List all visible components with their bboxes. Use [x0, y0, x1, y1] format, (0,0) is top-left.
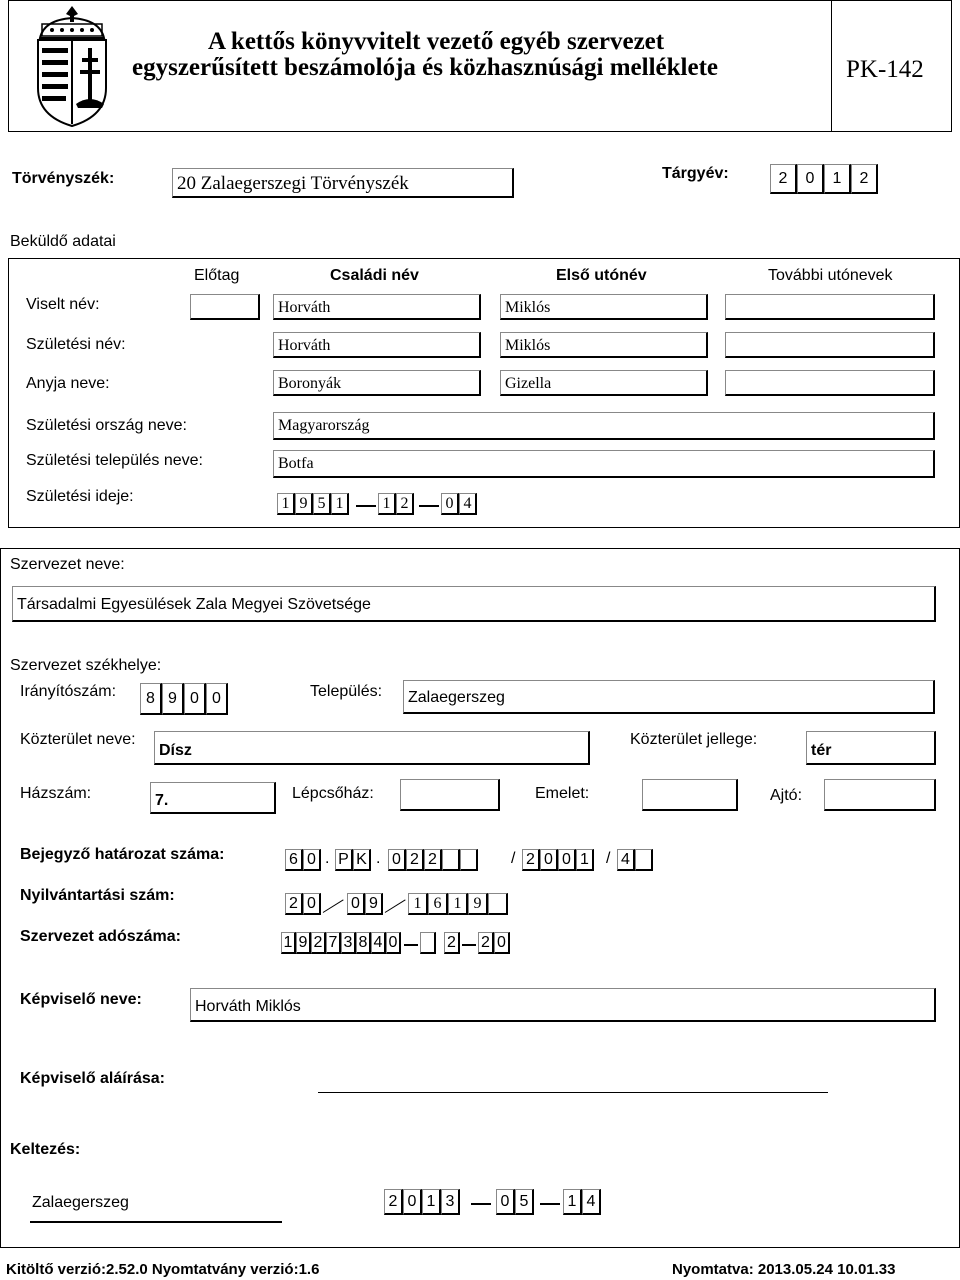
record-digit[interactable]: 1 [408, 893, 428, 915]
org-name-label: Szervezet neve: [10, 556, 125, 573]
tax-digit[interactable]: 4 [371, 932, 386, 954]
mother-family-field[interactable]: Boronyák [273, 370, 481, 396]
col-other: További utónevek [768, 267, 893, 284]
tax-digit[interactable]: 3 [341, 932, 356, 954]
dating-digit[interactable]: 0 [496, 1189, 515, 1215]
birth-date-month[interactable] [378, 493, 414, 515]
footer-printed: Nyomtatva: 2013.05.24 10.01.33 [672, 1261, 896, 1278]
date-digit[interactable]: 1 [331, 493, 349, 515]
tax-digit[interactable]: 0 [386, 932, 401, 954]
reg-number-part-e[interactable] [617, 849, 653, 871]
record-digit[interactable]: 1 [448, 893, 468, 915]
reg-char[interactable]: 2 [406, 849, 424, 871]
year-cells[interactable] [770, 164, 878, 194]
tax-separator [462, 944, 476, 946]
tax-digit[interactable]: 2 [444, 932, 460, 954]
dating-digit[interactable]: 1 [563, 1189, 582, 1215]
dating-digit[interactable]: 4 [582, 1189, 601, 1215]
col-family: Családi név [330, 267, 419, 284]
form-title-line1: A kettős könyvvitelt vezető egyéb szervezet [208, 28, 665, 55]
col-first: Első utónév [556, 267, 647, 284]
year-digit[interactable]: 1 [824, 164, 851, 194]
reg-number-part-d[interactable] [522, 849, 594, 871]
record-number-part-a[interactable] [285, 893, 321, 915]
date-digit[interactable]: 5 [313, 493, 331, 515]
reg-number-part-c[interactable] [388, 849, 478, 871]
dating-digit[interactable]: 0 [403, 1189, 422, 1215]
tax-number-part-c[interactable] [478, 932, 510, 954]
date-digit[interactable]: 1 [378, 493, 396, 515]
birth-city-field[interactable]: Botfa [273, 450, 935, 478]
birth-family-field[interactable]: Horváth [273, 332, 481, 358]
date-digit[interactable]: 4 [459, 493, 477, 515]
reg-char[interactable] [460, 849, 478, 871]
used-other-field[interactable] [725, 294, 935, 320]
tax-digit[interactable] [420, 932, 436, 954]
reg-number-part-a[interactable] [285, 849, 321, 871]
reg-char[interactable]: 6 [285, 849, 303, 871]
tax-number-part-b[interactable] [420, 932, 436, 954]
tax-digit[interactable]: 1 [281, 932, 296, 954]
birth-first-field[interactable]: Miklós [500, 332, 708, 358]
dating-place-line [30, 1221, 282, 1223]
street-type-field[interactable]: tér [806, 731, 936, 765]
dating-place[interactable]: Zalaegerszeg [32, 1194, 129, 1211]
reg-number-part-b[interactable] [335, 849, 371, 871]
zip-digit[interactable]: 0 [184, 683, 206, 715]
reg-char[interactable]: 2 [424, 849, 442, 871]
reg-char[interactable] [635, 849, 653, 871]
birth-city-label: Születési település neve: [26, 452, 203, 469]
dating-day[interactable] [563, 1189, 601, 1215]
date-digit[interactable]: 2 [396, 493, 414, 515]
record-digit[interactable] [488, 893, 508, 915]
zip-digit[interactable]: 8 [140, 683, 162, 715]
tax-digit[interactable]: 8 [356, 932, 371, 954]
dating-digit[interactable]: 1 [422, 1189, 441, 1215]
record-digit[interactable]: 0 [347, 893, 365, 915]
town-field[interactable]: Zalaegerszeg [403, 680, 935, 714]
record-digit[interactable]: 9 [468, 893, 488, 915]
dating-separator [540, 1203, 560, 1205]
record-number-part-b[interactable] [347, 893, 383, 915]
mother-first-field[interactable]: Gizella [500, 370, 708, 396]
reg-char[interactable]: 1 [576, 849, 594, 871]
dating-digit[interactable]: 2 [384, 1189, 403, 1215]
birth-name-label: Születési név: [26, 336, 126, 353]
dating-label: Keltezés: [10, 1141, 81, 1158]
street-field[interactable]: Dísz [154, 731, 590, 765]
house-field[interactable]: 7. [150, 782, 276, 814]
door-label: Ajtó: [770, 787, 803, 804]
year-label: Tárgyév: [662, 165, 729, 182]
year-digit[interactable]: 2 [851, 164, 878, 194]
signature-label: Képviselő aláírása: [20, 1070, 165, 1087]
zip-label: Irányítószám: [20, 683, 117, 700]
birth-country-field[interactable]: Magyarország [273, 412, 935, 440]
year-digit[interactable]: 2 [770, 164, 797, 194]
tax-number-label: Szervezet adószáma: [20, 928, 181, 945]
birth-other-field[interactable] [725, 332, 935, 358]
tax-digit[interactable]: 2 [478, 932, 494, 954]
record-number-label: Nyilvántartási szám: [20, 887, 175, 904]
tax-digit[interactable]: 2 [311, 932, 326, 954]
form-title-line2: egyszerűsített beszámolója és közhasznúsági melléklete [132, 54, 718, 81]
col-prefix: Előtag [194, 267, 240, 284]
dating-month[interactable] [496, 1189, 534, 1215]
footer-version: Kitöltő verzió:2.52.0 Nyomtatvány verzió:1.6 [6, 1261, 320, 1278]
reg-slash: / [511, 850, 516, 867]
reg-char[interactable]: 0 [558, 849, 576, 871]
reg-dot: . [325, 850, 330, 867]
date-separator [356, 505, 376, 507]
tax-number-part-a[interactable] [281, 932, 401, 954]
floor-label: Emelet: [535, 785, 590, 802]
birth-date-label: Születési ideje: [26, 488, 134, 505]
date-digit[interactable]: 1 [277, 493, 295, 515]
representative-label: Képviselő neve: [20, 991, 142, 1008]
record-digit[interactable]: 6 [428, 893, 448, 915]
used-first-field[interactable]: Miklós [500, 294, 708, 320]
record-number-part-c[interactable] [408, 893, 508, 915]
tax-digit[interactable]: 7 [326, 932, 341, 954]
representative-field[interactable]: Horváth Miklós [190, 988, 936, 1022]
used-name-label: Viselt név: [26, 296, 100, 313]
tax-digit[interactable]: 9 [296, 932, 311, 954]
zip-digit[interactable]: 0 [206, 683, 228, 715]
sender-title: Beküldő adatai [10, 233, 116, 250]
birth-country-label: Születési ország neve: [26, 417, 187, 434]
form-code: PK-142 [846, 56, 924, 83]
reg-dot: . [376, 850, 381, 867]
mother-other-field[interactable] [725, 370, 935, 396]
reg-number-label: Bejegyző határozat száma: [20, 846, 225, 863]
header-divider [831, 0, 832, 132]
tax-digit[interactable]: 0 [494, 932, 510, 954]
dating-digit[interactable]: 5 [515, 1189, 534, 1215]
date-digit[interactable]: 0 [441, 493, 459, 515]
stair-label: Lépcsőház: [292, 785, 374, 802]
birth-date-year[interactable] [277, 493, 349, 515]
date-separator [419, 505, 439, 507]
used-family-field[interactable]: Horváth [273, 294, 481, 320]
org-name-field[interactable]: Társadalmi Egyesülések Zala Megyei Szövetsége [12, 586, 936, 622]
dating-separator [471, 1203, 491, 1205]
stair-field[interactable] [400, 779, 500, 811]
reg-slash: / [606, 850, 611, 867]
year-digit[interactable]: 0 [797, 164, 824, 194]
reg-char[interactable]: 0 [388, 849, 406, 871]
signature-line [318, 1092, 828, 1093]
door-field[interactable] [824, 779, 936, 811]
reg-char[interactable]: P [335, 849, 353, 871]
tax-number-part-b2[interactable] [444, 932, 460, 954]
house-label: Házszám: [20, 785, 92, 802]
dating-year[interactable] [384, 1189, 460, 1215]
reg-char[interactable]: 2 [522, 849, 540, 871]
used-prefix-field[interactable] [190, 294, 260, 320]
record-digit[interactable]: 9 [365, 893, 383, 915]
reg-char[interactable]: K [353, 849, 371, 871]
record-digit[interactable]: 2 [285, 893, 303, 915]
reg-char[interactable]: 0 [303, 849, 321, 871]
street-type-label: Közterület jellege: [630, 731, 758, 748]
zip-cells[interactable] [140, 683, 228, 715]
reg-char[interactable]: 4 [617, 849, 635, 871]
record-digit[interactable]: 0 [303, 893, 321, 915]
coat-of-arms-icon [30, 4, 114, 128]
town-label: Település: [310, 683, 383, 700]
birth-date-day[interactable] [441, 493, 477, 515]
reg-char[interactable] [442, 849, 460, 871]
floor-field[interactable] [642, 779, 738, 811]
court-label: Törvényszék: [12, 170, 115, 187]
date-digit[interactable]: 9 [295, 493, 313, 515]
mother-label: Anyja neve: [26, 375, 110, 392]
dating-digit[interactable]: 3 [441, 1189, 460, 1215]
court-field[interactable]: 20 Zalaegerszegi Törvényszék [172, 168, 514, 198]
org-seat-label: Szervezet székhelye: [10, 657, 162, 674]
zip-digit[interactable]: 9 [162, 683, 184, 715]
reg-char[interactable]: 0 [540, 849, 558, 871]
tax-separator [404, 944, 418, 946]
street-label: Közterület neve: [20, 731, 136, 748]
